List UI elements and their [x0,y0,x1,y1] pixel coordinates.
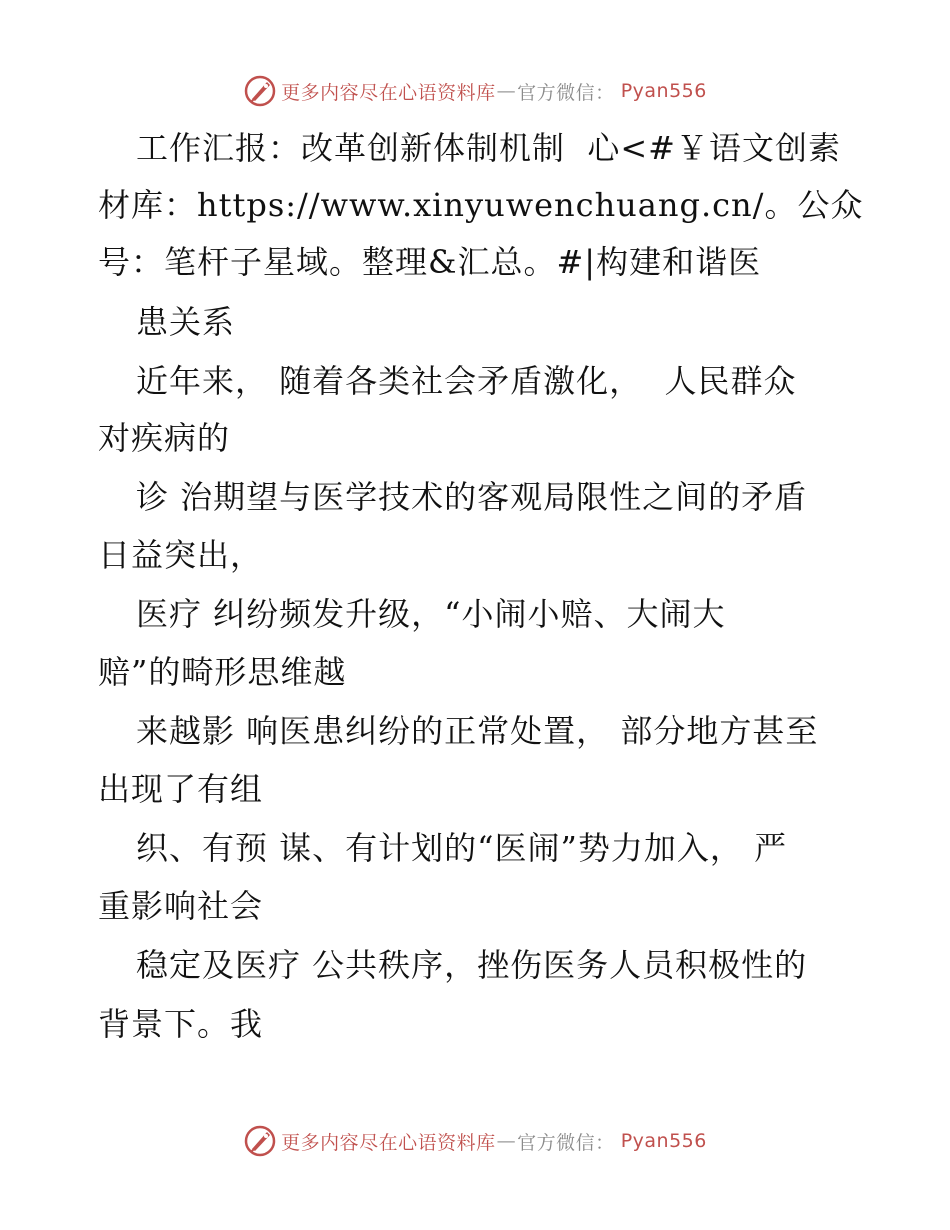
banner-wechat-id: Pyan556 [620,1130,707,1152]
text-line: 患关系 [136,303,236,341]
text-line: 稳定及医疗 公共秩序，挫伤医务人员积极性的 [136,946,808,984]
text-line: 医疗 纠纷频发升级，“小闹小赔、大闹大 [136,595,726,633]
text-line: 来越影 响医患纠纷的正常处置， 部分地方甚至 [136,712,819,750]
text-line: 工作汇报：改革创新体制机制 心<#￥语文创素 [136,129,841,167]
quill-logo-icon [243,74,277,108]
quill-logo-icon [243,1124,277,1158]
banner-wechat-label: 官方微信： [517,81,615,104]
banner-site-text: 更多内容尽在心语资料库 [281,1131,496,1154]
text-line: 材库：https://www.xinyuwenchuang.cn/。公众 [98,186,864,224]
text-line: 诊 治期望与医学技术的客观局限性之间的矛盾 [136,478,808,516]
banner-wechat-id: Pyan556 [620,80,707,102]
text-line: 日益突出， [98,536,264,574]
banner-site-text: 更多内容尽在心语资料库 [281,81,496,104]
text-line: 出现了有组 [98,770,264,808]
banner-separator: — [496,1130,517,1152]
header-banner [0,74,950,108]
footer-banner [0,1124,950,1158]
text-line: 赔”的畸形思维越 [98,653,347,691]
text-line: 织、有预 谋、有计划的“医闹”势力加入， 严 [136,829,788,867]
banner-wechat-label: 官方微信： [517,1131,615,1154]
text-line: 近年来， 随着各类社会矛盾激化， 人民群众 [136,362,797,400]
text-line: 号：笔杆子星域。整理&汇总。#|构建和谐医 [98,243,762,281]
text-line: 对疾病的 [98,419,231,457]
text-line: 背景下。我 [98,1005,264,1043]
banner-separator: — [496,80,517,102]
text-line: 重影响社会 [98,887,264,925]
